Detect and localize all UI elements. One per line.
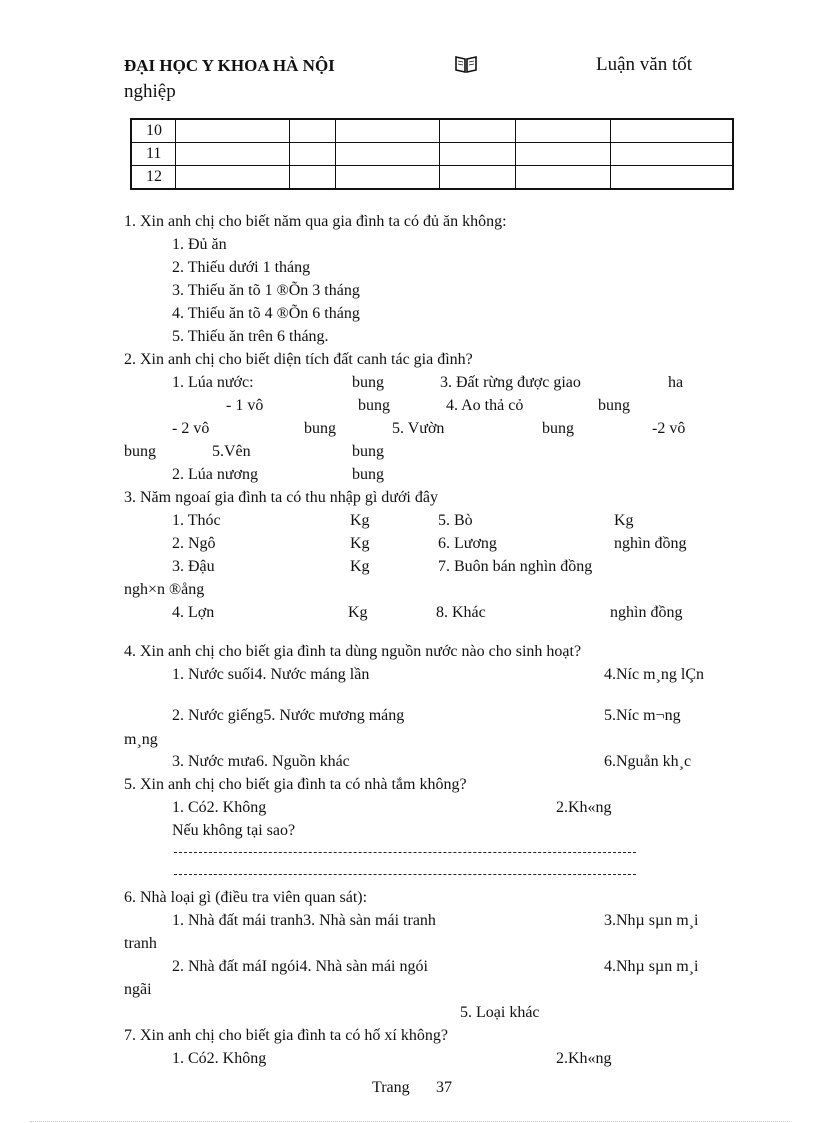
question-option: 2. Ngô xyxy=(172,535,216,552)
question-option: m¸ng xyxy=(124,731,158,748)
question-5-title: 5. Xin anh chị cho biết gia đình ta có nhà tắm không? xyxy=(124,776,467,793)
question-option: 4.Níc m¸ng lÇn xyxy=(604,666,704,683)
question-option: 5.Níc m¬ng xyxy=(604,707,681,724)
row-number: 10 xyxy=(131,119,175,143)
question-option: 2. Thiếu dưới 1 tháng xyxy=(172,259,311,276)
unit-label: nghìn đồng xyxy=(614,535,687,552)
question-option: 2. Lúa nương xyxy=(172,466,259,483)
question-2-title: 2. Xin anh chị cho biết diện tích đất canh tác gia đình? xyxy=(124,351,473,368)
survey-table xyxy=(130,118,734,190)
question-option: 5. Thiếu ăn trên 6 tháng. xyxy=(172,328,329,345)
table-row xyxy=(131,119,733,143)
unit-label: Kg xyxy=(348,604,368,621)
page-footer-label: Trang xyxy=(372,1079,410,1096)
answer-line xyxy=(174,852,636,853)
question-option: 5. Loại khác xyxy=(460,1004,540,1021)
unit-label: bung xyxy=(358,397,390,414)
question-option: - 2 vô xyxy=(172,420,210,437)
question-option: 1. Lúa nước: xyxy=(172,374,254,391)
question-option: -2 vô xyxy=(652,420,686,437)
question-option: 3. Thiếu ăn tõ 1 ®Õn 3 tháng xyxy=(172,282,360,299)
question-option: 3. Nước mưa6. Nguồn khác xyxy=(172,753,350,770)
unit-label: ha xyxy=(668,374,684,391)
answer-line xyxy=(174,874,636,875)
question-option: 1. Nước suối4. Nước máng lần xyxy=(172,666,370,683)
table-row xyxy=(131,143,733,166)
question-4-title: 4. Xin anh chị cho biết gia đình ta dùng nguồn nước nào cho sinh hoạt? xyxy=(124,643,582,660)
question-option: 2. Nước giếng5. Nước mương máng xyxy=(172,707,405,724)
unit-label: bung xyxy=(124,443,156,460)
unit-label: bung xyxy=(352,466,384,483)
unit-label: bung xyxy=(352,374,384,391)
open-book-icon xyxy=(454,54,478,74)
question-option: ngãi xyxy=(124,981,152,998)
question-1-title: 1. Xin anh chị cho biết năm qua gia đình ta có đủ ăn không: xyxy=(124,213,507,230)
question-option: 4.Nhµ sµn m¸i xyxy=(604,958,699,975)
question-option: 4. Lợn xyxy=(172,604,215,621)
question-7-title: 7. Xin anh chị cho biết gia đình ta có hố xí không? xyxy=(124,1027,448,1044)
question-6-title: 6. Nhà loại gì (điều tra viên quan sát): xyxy=(124,889,368,906)
document-header-subtitle-cont: nghiệp xyxy=(124,81,176,102)
table-row xyxy=(131,166,733,190)
question-3-title: 3. Năm ngoaí gia đình ta có thu nhập gì dưới đây xyxy=(124,489,438,506)
question-option: 1. Thóc xyxy=(172,512,221,529)
document-header-title: ĐẠI HỌC Y KHOA HÀ NỘI xyxy=(124,56,335,75)
question-option: - 1 vô xyxy=(226,397,264,414)
question-option: 2.Kh«ng xyxy=(556,1050,612,1067)
question-option: Nếu không tại sao? xyxy=(172,822,296,839)
question-option: 8. Khác xyxy=(436,604,486,621)
question-option: 7. Buôn bán nghìn đồng xyxy=(438,558,593,575)
unit-label: bung xyxy=(304,420,336,437)
row-number: 11 xyxy=(131,143,175,166)
question-option: 1. Đủ ăn xyxy=(172,236,227,253)
page-number: 37 xyxy=(436,1079,452,1096)
row-number: 12 xyxy=(131,166,175,190)
unit-label: Kg xyxy=(350,558,370,575)
question-option: 1. Nhà đất mái tranh3. Nhà sàn mái tranh xyxy=(172,912,436,929)
question-option: 5. Vườn xyxy=(392,420,445,437)
question-option: 5.Vên xyxy=(212,443,251,460)
page-bottom-border xyxy=(30,1121,790,1122)
question-option: 3. Đậu xyxy=(172,558,215,575)
question-option: 2.Kh«ng xyxy=(556,799,612,816)
unit-label: bung xyxy=(542,420,574,437)
question-option: 2. Nhà đất máI ngói4. Nhà sàn mái ngói xyxy=(172,958,428,975)
question-option: 3. Đất rừng được giao xyxy=(440,374,581,391)
question-option: 1. Có2. Không xyxy=(172,799,267,816)
unit-label: Kg xyxy=(350,512,370,529)
unit-label: ngh×n ®ång xyxy=(124,581,205,598)
unit-label: Kg xyxy=(350,535,370,552)
unit-label: Kg xyxy=(614,512,634,529)
question-option: 3.Nhµ sµn m¸i xyxy=(604,912,699,929)
question-option: 6. Lương xyxy=(438,535,497,552)
question-option: 1. Có2. Không xyxy=(172,1050,267,1067)
question-option: 4. Thiếu ăn tõ 4 ®Õn 6 tháng xyxy=(172,305,360,322)
unit-label: bung xyxy=(598,397,630,414)
document-header-subtitle: Luận văn tốt xyxy=(596,54,693,75)
question-option: 5. Bò xyxy=(438,512,473,529)
unit-label: nghìn đồng xyxy=(610,604,683,621)
question-option: tranh xyxy=(124,935,157,952)
question-option: 6.Nguån kh¸c xyxy=(604,753,692,770)
unit-label: bung xyxy=(352,443,384,460)
question-option: 4. Ao thả cỏ xyxy=(446,397,524,414)
